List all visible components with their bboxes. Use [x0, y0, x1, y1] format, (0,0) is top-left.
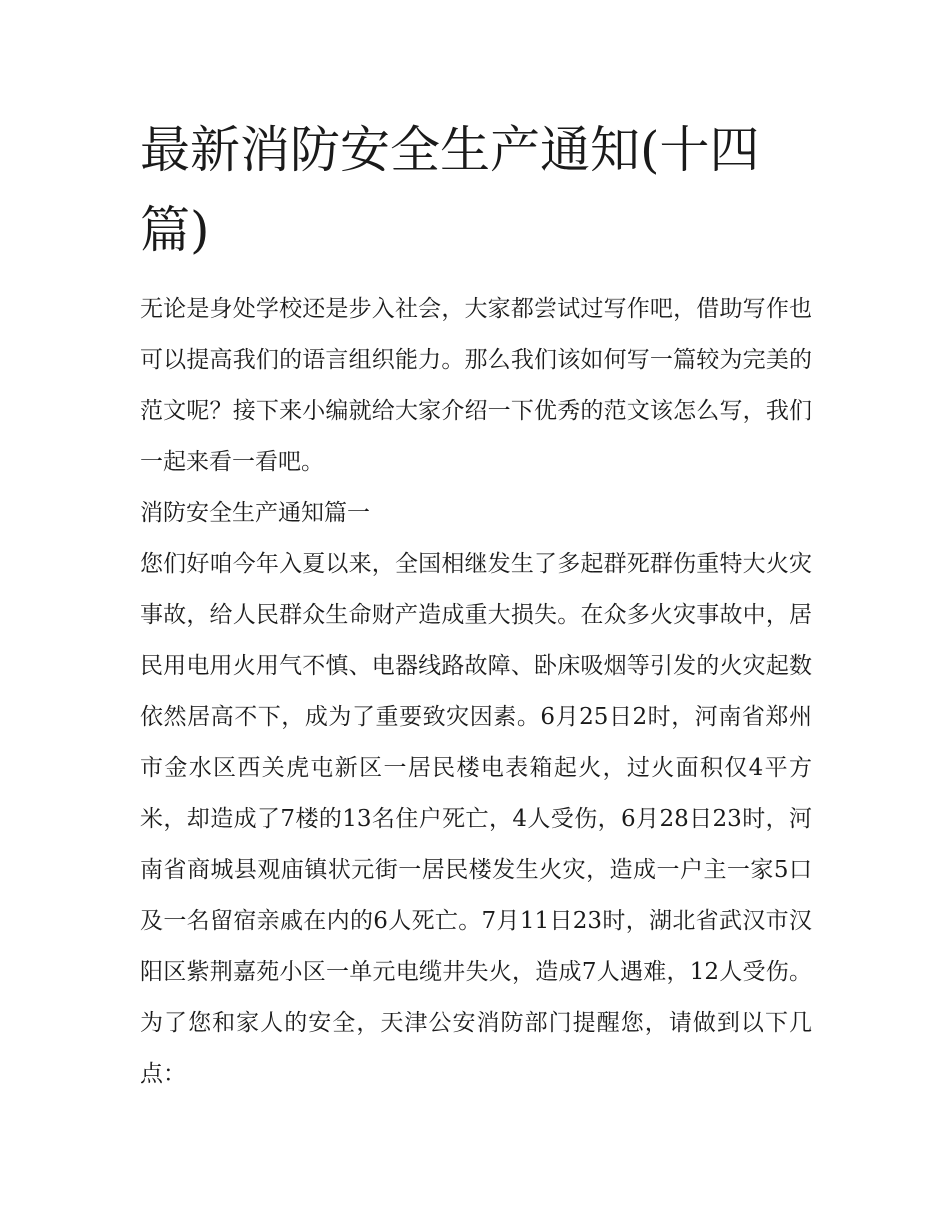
- section-heading: 消防安全生产通知篇一: [140, 500, 370, 526]
- document-title: 最新消防安全生产通知(十四篇): [140, 121, 760, 259]
- intro-paragraph: 无论是身处学校还是步入社会，大家都尝试过写作吧，借助写作也可以提高我们的语言组织能力。那么我们该如何写一篇较为完美的范文呢？接下来小编就给大家介绍一下优秀的范文该怎么写，我们一起来看一看吧。: [140, 296, 812, 475]
- body-paragraph: 您们好咱今年入夏以来，全国相继发生了多起群死群伤重特大火灾事故，给人民群众生命财产造成重大损失。在众多火灾事故中，居民用电用火用气不慎、电器线路故障、卧床吸烟等引发的火灾起数依然居高不下，成为了重要致灾因素。6月25日2时，河南省郑州市金水区西关虎屯新区一居民楼电表箱起火，过火面积仅4平方米，却造成了7楼的13名住户死亡，4人受伤，6月28日23时，河南省商城县观庙镇状元街一居民楼发生火灾，造成一户主一家5口及一名留宿亲戚在内的6人死亡。7月11日23时，湖北省武汉市汉阳区紫荆嘉苑小区一单元电缆井失火，造成7人遇难，12人受伤。为了您和家人的安全，天津公安消防部门提醒您，请做到以下几点：: [140, 551, 812, 1087]
- document-page: [140, 110, 812, 1100]
